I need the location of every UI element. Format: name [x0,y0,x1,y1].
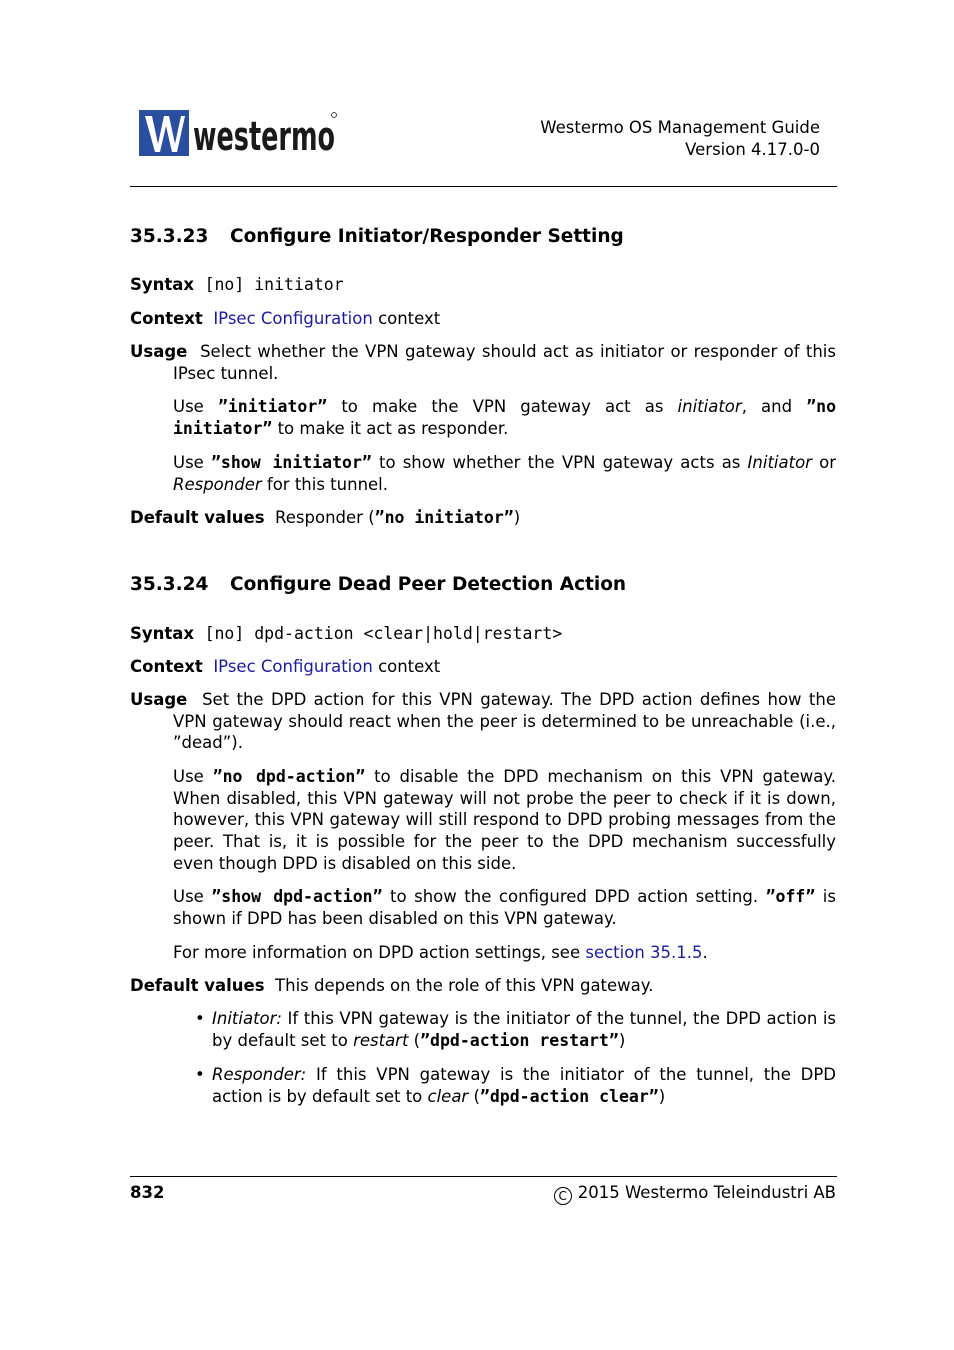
context-suffix: context [378,309,441,328]
text: Use [173,397,218,416]
usage-paragraph [130,341,836,384]
emphasis: Initiator [747,453,812,472]
context-label: Context [130,657,203,676]
context-link[interactable]: IPsec Configuration [213,657,373,676]
usage-paragraph [130,689,836,754]
text: to make the VPN gateway act as [327,397,678,416]
emphasis: Responder: [212,1065,307,1084]
command-off: ”off” [765,887,816,906]
command-initiator: ”initiator” [217,397,328,416]
text: for this tunnel. [261,474,389,494]
text: Use [173,453,211,472]
syntax-command: [no] initiator [204,275,344,294]
text: Use [173,767,213,786]
list-item [195,1064,836,1107]
emphasis: initiator [677,397,742,416]
context-line [130,657,440,676]
text: If this VPN gateway is the initiator of the tunnel, the DPD action is by default set to [212,1065,836,1106]
copyright [554,1183,836,1205]
syntax-line [130,624,562,643]
command-dpd-clear: ”dpd-action clear” [479,1086,659,1106]
emphasis: clear [427,1086,469,1106]
emphasis: Initiator: [212,1009,282,1028]
list-item [195,1008,836,1051]
text: ) [513,508,521,527]
default-text: This depends on the role of this VPN gateway. [275,976,654,995]
command-no-initiator: ”no initiator” [173,397,837,438]
text: Responder ( [275,508,375,527]
command-no-dpd-action: ”no dpd-action” [212,767,366,786]
context-link[interactable]: IPsec Configuration [213,309,373,328]
initiator-usage-paragraph [173,396,836,439]
show-dpd-action-paragraph [173,886,836,929]
brand-text: westermo [193,114,335,160]
bullet-icon: • [195,1009,205,1028]
default-values-line [130,976,653,995]
section-heading-dpd [130,574,626,595]
usage-text: Set the DPD action for this VPN gateway. The DPD action defines how the VPN gateway should react when the peer is determined to be unreachable (i.e., ”dead”). [173,690,836,753]
context-label: Context [130,309,203,328]
emphasis: restart [353,1030,409,1050]
text: to disable the DPD mechanism on this VPN gateway. When disabled, this VPN gateway will not probe the peer to check if it is down, however, this VPN gateway will still respond to DPD probing messages from the peer. That is, it is possible for the peer to the DPD mechanism successfully even though DPD is disabled on this side. [173,767,836,873]
default-label: Default values [130,976,265,995]
command-default: ”no initiator” [374,508,514,527]
default-label: Default values [130,508,265,527]
emphasis: Responder [173,474,262,494]
copyright-text: 2015 Westermo Teleindustri AB [577,1183,836,1202]
syntax-label: Syntax [130,624,195,643]
usage-label: Usage [130,342,188,361]
more-info-paragraph [173,942,836,964]
text: . [702,943,708,962]
text: ) [618,1030,626,1050]
section-number: 35.3.24 [130,574,209,595]
section-heading-initiator [130,226,624,247]
context-suffix: context [378,657,441,676]
bullet-icon: • [195,1065,205,1084]
syntax-line [130,275,344,294]
no-dpd-action-paragraph [173,766,836,875]
section-number: 35.3.23 [130,226,209,247]
page-number: 832 [130,1183,165,1202]
text: Use [173,887,212,906]
context-line [130,309,440,328]
doc-version: Version 4.17.0-0 [685,140,820,159]
usage-label: Usage [130,690,188,709]
text: ( [468,1086,480,1106]
text: , and [741,397,807,416]
doc-header [540,117,820,161]
command-show-dpd-action: ”show dpd-action” [211,887,383,906]
text: to show the configured DPD action setting. [382,887,766,906]
text: ) [658,1086,666,1106]
westermo-logo [139,110,339,158]
footer-rule [130,1176,837,1177]
text: to make it act as responder. [272,418,509,438]
command-show-initiator: ”show initiator” [210,453,372,472]
command-dpd-restart: ”dpd-action restart” [420,1030,619,1050]
show-initiator-paragraph [173,452,836,495]
text: or [811,453,836,472]
text: to show whether the VPN gateway acts as [371,453,748,472]
copyright-icon: C [554,1187,572,1205]
syntax-label: Syntax [130,275,195,294]
doc-title: Westermo OS Management Guide [540,118,820,137]
default-values-line [130,508,520,527]
section-title: Configure Dead Peer Detection Action [230,574,627,595]
syntax-command: [no] dpd-action <clear|hold|restart> [204,624,563,643]
header-rule [130,186,837,187]
text: is shown if DPD has been disabled on this VPN gateway. [173,887,836,928]
text: For more information on DPD action settings, see [173,943,586,962]
section-link[interactable]: section 35.1.5 [585,943,703,962]
text: ( [408,1030,421,1050]
section-title: Configure Initiator/Responder Setting [230,226,624,247]
usage-text: Select whether the VPN gateway should act as initiator or responder of this IPsec tunnel. [173,342,836,383]
text: If this VPN gateway is the initiator of the tunnel, the DPD action is by default set to [212,1009,836,1050]
